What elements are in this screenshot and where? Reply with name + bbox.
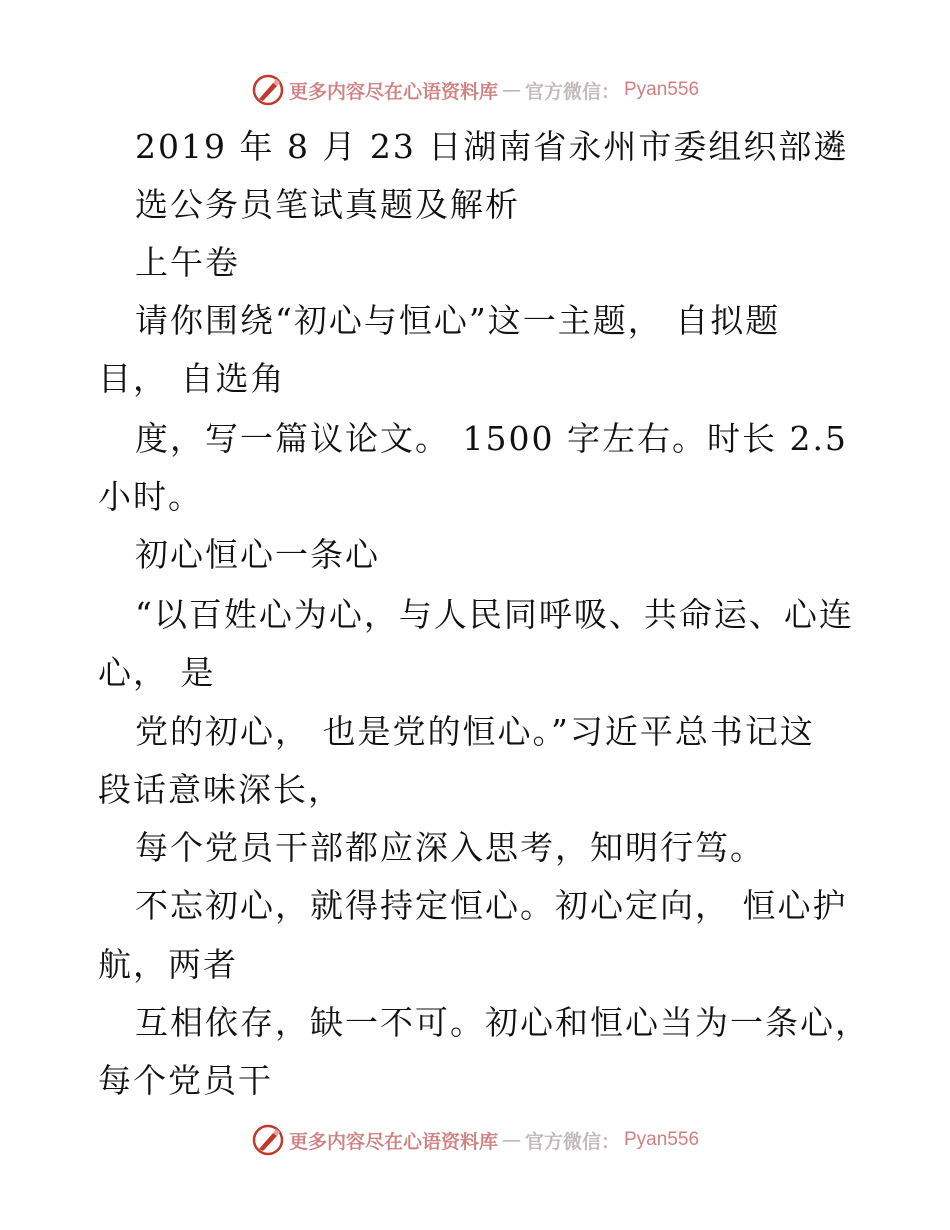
text-line: 目， 自选角	[98, 359, 286, 398]
watermark-separator: —	[501, 79, 521, 101]
text-line: 不忘初心，就得持定恒心。初心定向， 恒心护	[135, 886, 848, 925]
text-line: 心， 是	[98, 653, 216, 692]
text-line: 2019 年 8 月 23 日湖南省永州市委组织部遴	[135, 127, 849, 166]
footer-watermark	[0, 1120, 950, 1160]
text-line: 初心恒心一条心	[135, 535, 380, 574]
text-line: “以百姓心为心，与人民同呼吸、共命运、心连	[135, 595, 854, 634]
text-line: 段话意味深长，	[98, 770, 343, 809]
text-line: 每个党员干部都应深入思考，知明行笃。	[135, 828, 765, 867]
watermark-text: 更多内容尽在心语资料库	[288, 1130, 498, 1153]
text-line: 每个党员干	[98, 1061, 273, 1100]
watermark-official-label: 官方微信：	[524, 80, 620, 103]
text-line: 小时。	[98, 477, 203, 516]
text-line: 选公务员笔试真题及解析	[135, 185, 520, 224]
watermark-text: 更多内容尽在心语资料库	[288, 80, 498, 103]
text-line: 航，两者	[98, 945, 238, 984]
watermark-official-label: 官方微信：	[524, 1130, 620, 1153]
pen-logo-icon	[251, 1123, 285, 1157]
text-line: 党的初心， 也是党的恒心。”习近平总书记这	[135, 712, 815, 751]
text-line: 上午卷	[135, 243, 240, 282]
watermark-separator: —	[501, 1129, 521, 1151]
text-line: 度，写一篇议论文。 1500 字左右。时长 2.5	[135, 419, 848, 458]
watermark-wechat-id: Pyan556	[624, 1129, 700, 1150]
pen-logo-icon	[251, 73, 285, 107]
text-line: 互相依存，缺一不可。初心和恒心当为一条心，	[135, 1003, 870, 1042]
watermark-wechat-id: Pyan556	[624, 79, 700, 100]
header-watermark	[0, 70, 950, 110]
text-line: 请你围绕“初心与恒心”这一主题， 自拟题	[135, 301, 781, 340]
